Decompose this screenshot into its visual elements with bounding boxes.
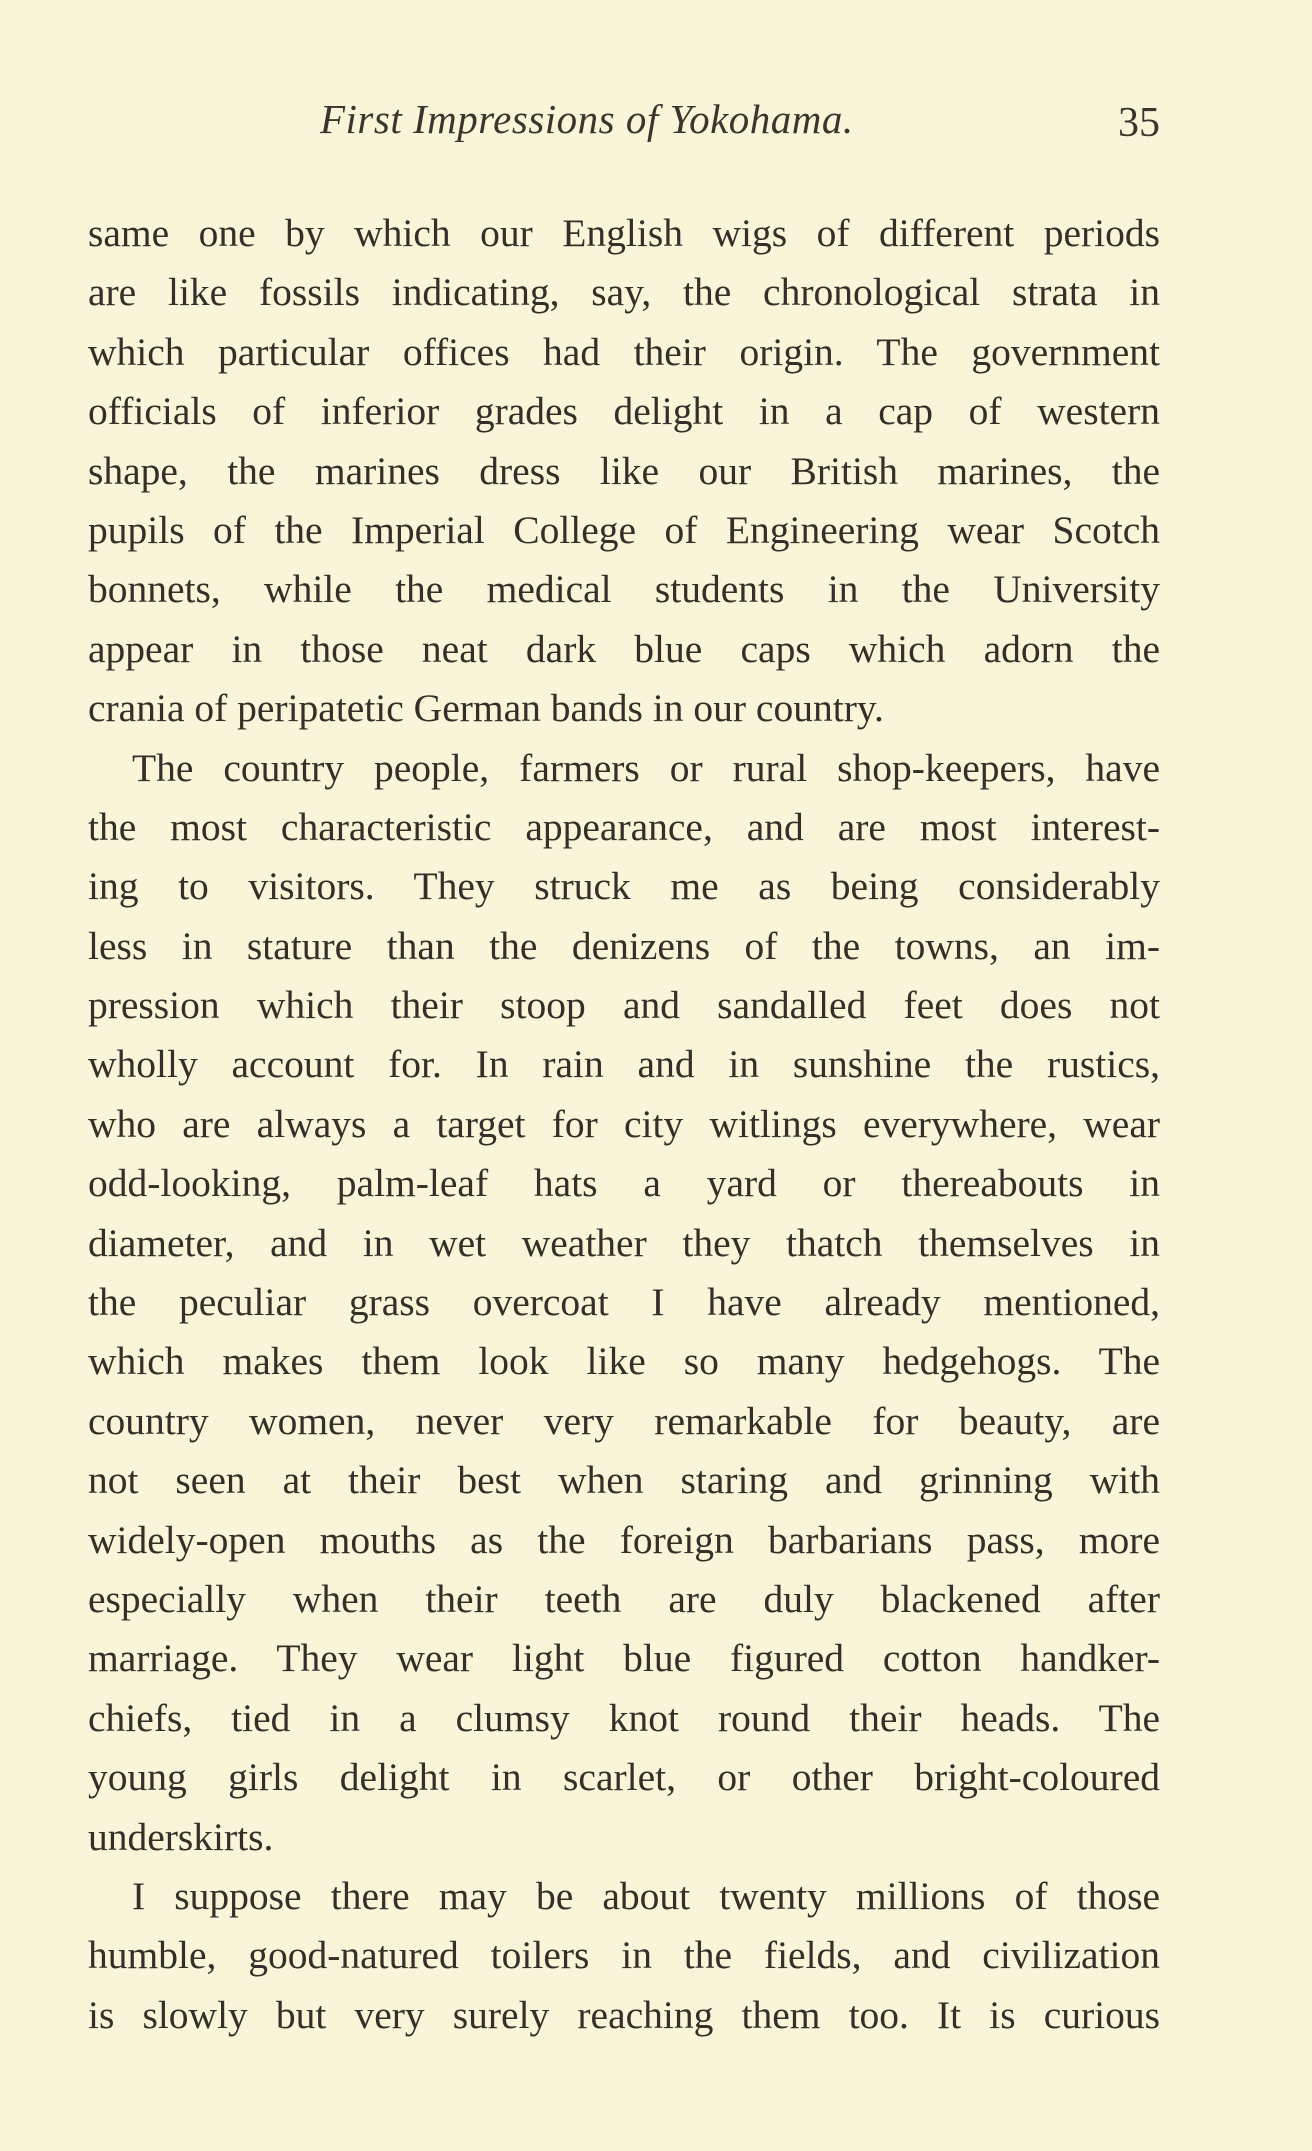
text-line: officials of inferior grades delight in a cap of western xyxy=(88,389,1160,434)
text-line: the most characteristic appearance, and are most interest- xyxy=(88,804,1160,849)
text-line: less in stature than the denizens of the towns, an im- xyxy=(88,923,1160,968)
text-line: ing to visitors. They struck me as being considerably xyxy=(88,864,1160,909)
running-head xyxy=(90,95,1160,155)
text-line: wholly account for. In rain and in sunshine the rustics, xyxy=(88,1042,1160,1087)
text-line: marriage. They wear light blue figured cotton handker- xyxy=(88,1636,1160,1681)
running-title: First Impressions of Yokohama. xyxy=(320,96,854,142)
text-line: widely-open mouths as the foreign barbarians pass, more xyxy=(88,1517,1160,1562)
body-text xyxy=(88,204,1160,2045)
text-line: who are always a target for city witlings everywhere, wear xyxy=(88,1101,1160,1146)
paragraph-first-line: The country people, farmers or rural shop-keepers, have xyxy=(132,745,1160,790)
text-line: diameter, and in wet weather they thatch themselves in xyxy=(88,1220,1160,1265)
text-line: shape, the marines dress like our British marines, the xyxy=(88,448,1160,493)
text-line: appear in those neat dark blue caps which adorn the xyxy=(88,626,1160,671)
page-number: 35 xyxy=(1118,100,1160,146)
paragraph-first-line: I suppose there may be about twenty millions of those xyxy=(132,1873,1160,1918)
text-line: the peculiar grass overcoat I have already mentioned, xyxy=(88,1280,1160,1325)
text-line: especially when their teeth are duly blackened after xyxy=(88,1576,1160,1621)
text-line: chiefs, tied in a clumsy knot round their heads. The xyxy=(88,1695,1160,1740)
text-line: bonnets, while the medical students in the University xyxy=(88,567,1160,612)
text-line: are like fossils indicating, say, the chronological strata in xyxy=(88,270,1160,315)
text-line: crania of peripatetic German bands in our country. xyxy=(88,686,884,731)
text-line: underskirts. xyxy=(88,1814,274,1859)
text-line: which makes them look like so many hedgehogs. The xyxy=(88,1339,1160,1384)
text-line: is slowly but very surely reaching them too. It is curious xyxy=(88,1992,1160,2037)
text-line: country women, never very remarkable for beauty, are xyxy=(88,1398,1160,1443)
text-line: young girls delight in scarlet, or other bright-coloured xyxy=(88,1755,1160,1800)
text-line: pupils of the Imperial College of Engineering wear Scotch xyxy=(88,507,1160,552)
text-line: which particular offices had their origin. The government xyxy=(88,329,1160,374)
text-line: humble, good-natured toilers in the fields, and civilization xyxy=(88,1933,1160,1978)
text-line: pression which their stoop and sandalled feet does not xyxy=(88,983,1160,1028)
text-line: same one by which our English wigs of different periods xyxy=(88,211,1160,255)
text-line: odd-looking, palm-leaf hats a yard or thereabouts in xyxy=(88,1161,1160,1206)
text-line: not seen at their best when staring and grinning with xyxy=(88,1458,1160,1503)
